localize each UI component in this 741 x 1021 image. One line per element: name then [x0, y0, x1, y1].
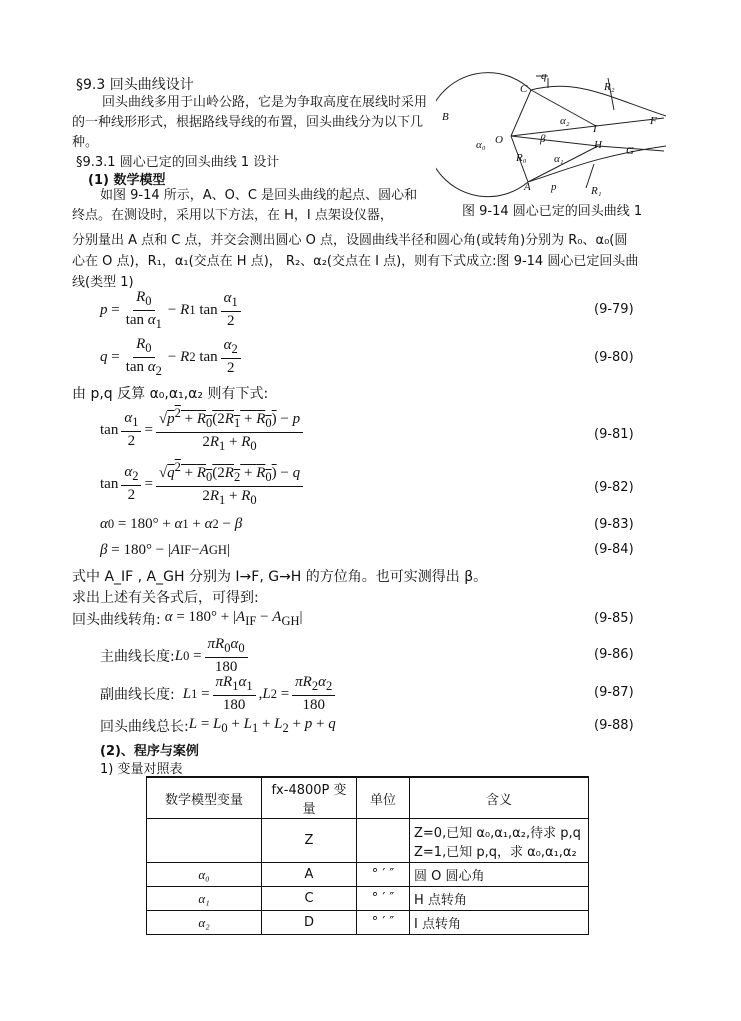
equation-9-80: q = $\frac{R_0}{\tan \alpha_2}$ − R 2 tan $\frac{\alpha_2}{2}$ — [100, 337, 244, 377]
cell-fx: Z — [262, 819, 357, 863]
curve-figure — [436, 66, 686, 206]
cell-unit: ° ′ ″ — [357, 911, 410, 935]
fig-label-alpha2: α₂ — [560, 115, 570, 127]
fig-label-alpha0: α₀ — [476, 139, 486, 151]
paragraph-line-2: 分别量出 A 点和 C 点，并交会测出圆心 O 点，设圆曲线半径和圆心角(或转角)分别为 R₀、α₀(圆 — [72, 233, 628, 248]
eq-number-9-85: (9-85) — [594, 611, 634, 626]
col-header-unit: 单位 — [357, 777, 410, 819]
turn-angle-label: 回头曲线转角: — [72, 612, 161, 628]
fig-label-i: I — [593, 123, 597, 135]
cell-fx: D — [262, 911, 357, 935]
equation-9-83: α 0 = 180° + α 1 + α 2 − β — [100, 515, 243, 532]
program-heading: (2)、程序与案例 — [100, 744, 199, 759]
cell-meaning: 圆 O 圆心角 — [410, 863, 589, 887]
eq-number-9-83: (9-83) — [594, 517, 634, 532]
reverse-text: 由 p,q 反算 α₀,α₁,α₂ 则有下式: — [72, 386, 269, 402]
eq-number-9-87: (9-87) — [594, 685, 634, 700]
col-header-model-var: 数学模型变量 — [147, 777, 262, 819]
equation-9-82: tan $\frac{\alpha_2}{2}$ = $\frac{√q^2 + R_0(2R_2 + R_0) - q}{2R_1 + R_0}$ — [100, 464, 306, 504]
paragraph-line-1: 如图 9-14 所示，A、O、C 是回头曲线的起点、圆心和终点。在测设时，采用以下方法，在 H，I 点架设仪器， — [72, 188, 418, 223]
cell-meaning — [410, 819, 589, 863]
table-row — [147, 887, 589, 911]
get-text: 求出上述有关各式后，可得到: — [72, 590, 259, 606]
fig-label-alpha1: α₁ — [554, 153, 564, 165]
meaning-line-1: Z=0,已知 α₀,α₁,α₂,待求 p,q — [414, 825, 581, 841]
fig-label-a: A — [524, 181, 531, 193]
subsection-heading: §9.3.1 圆心已定的回头曲线 1 设计 — [76, 155, 280, 170]
eq-number-9-80: (9-80) — [594, 350, 634, 365]
equation-9-85: 回头曲线转角: $\alpha = 180^\circ + |A_{IF} - A_{GH}|$ — [72, 609, 303, 628]
fig-label-c: C — [520, 83, 528, 95]
table-header-row — [147, 777, 589, 819]
equation-9-88: 回头曲线总长: $L = L_0 + L_1 + L_2 + p + q$ — [100, 716, 336, 735]
equation-9-86: 主曲线长度: L 0 = $\frac{\pi R_0\alpha_0}{180}$ — [100, 636, 251, 676]
col-header-fx-var: fx-4800P 变量 — [262, 777, 357, 819]
equation-9-84: β = 180° − | A IF − A GH | — [100, 541, 230, 558]
table-row — [147, 863, 589, 887]
cell-var: α₂ — [147, 911, 262, 935]
variable-table — [146, 776, 589, 935]
cell-meaning: H 点转角 — [410, 887, 589, 911]
main-length-label: 主曲线长度: — [100, 649, 175, 665]
fig-label-f: F — [650, 115, 657, 127]
paragraph-line-3: 心在 O 点)，R₁，α₁(交点在 H 点)， R₂、α₂(交点在 I 点)，则有下式成立:图 9-14 圆心已定回头曲 — [72, 254, 639, 269]
fig-label-q: q — [541, 70, 547, 82]
section-heading: §9.3 回头曲线设计 — [76, 77, 194, 93]
fig-label-beta: β — [540, 133, 546, 145]
cell-unit — [357, 819, 410, 863]
eq-number-9-81: (9-81) — [594, 427, 634, 442]
eq-number-9-88: (9-88) — [594, 718, 634, 733]
fig-label-p: p — [551, 181, 557, 193]
col-header-meaning: 含义 — [410, 777, 589, 819]
cell-unit: ° ′ ″ — [357, 863, 410, 887]
table-row — [147, 819, 589, 863]
eq-number-9-86: (9-86) — [594, 647, 634, 662]
where-text: 式中 A_IF , A_GH 分别为 I→F, G→H 的方位角。也可实测得出 β。 — [72, 569, 488, 585]
fig-label-r2: R₂ — [604, 81, 615, 93]
table-row — [147, 911, 589, 935]
table-title: 1) 变量对照表 — [100, 762, 183, 777]
fig-label-r0: R₀ — [516, 152, 527, 164]
fig-label-o: O — [495, 134, 503, 146]
equation-9-87: 副曲线长度: L 1 = $\frac{\pi R_1\alpha_1}{180}$ , L 2 = $\frac{\pi R_2\alpha_2}{180}$ — [100, 674, 338, 714]
equation-9-81: tan $\frac{\alpha_1}{2}$ = $\frac{√p^2 + R_0(2R_1 + R_0) - p}{2R_1 + R_0}$ — [100, 410, 306, 450]
cell-fx: C — [262, 887, 357, 911]
fig-label-b: B — [442, 111, 449, 123]
total-length-label: 回头曲线总长: — [100, 719, 189, 735]
equation-9-79: p = $\frac{R_0}{\tan \alpha_1}$ − R 1 tan $\frac{\alpha_1}{2}$ — [100, 290, 244, 330]
figure-caption: 图 9-14 圆心已定的回头曲线 1 — [462, 204, 643, 219]
fig-label-r1: R₁ — [591, 185, 602, 197]
cell-var — [147, 819, 262, 863]
fig-label-g: G — [626, 145, 634, 157]
meaning-line-2: Z=1,已知 p,q，求 α₀,α₁,α₂ — [414, 844, 577, 860]
cell-unit: ° ′ ″ — [357, 887, 410, 911]
cell-meaning: I 点转角 — [410, 911, 589, 935]
cell-fx: A — [262, 863, 357, 887]
intro-paragraph: 回头曲线多用于山岭公路，它是为争取高度在展线时采用的一种线形形式，根据路线导线的布置，回头曲线分为以下几种。 — [72, 95, 428, 150]
cell-var: α₀ — [147, 863, 262, 887]
model-heading: (1) 数学模型 — [88, 173, 166, 188]
fig-label-h: H — [594, 139, 602, 151]
sub-length-label: 副曲线长度: — [100, 687, 175, 703]
cell-var: α₁ — [147, 887, 262, 911]
eq-number-9-84: (9-84) — [594, 542, 634, 557]
eq-number-9-79: (9-79) — [594, 302, 634, 317]
paragraph-line-4: 线(类型 1) — [72, 275, 134, 290]
eq-number-9-82: (9-82) — [594, 480, 634, 495]
